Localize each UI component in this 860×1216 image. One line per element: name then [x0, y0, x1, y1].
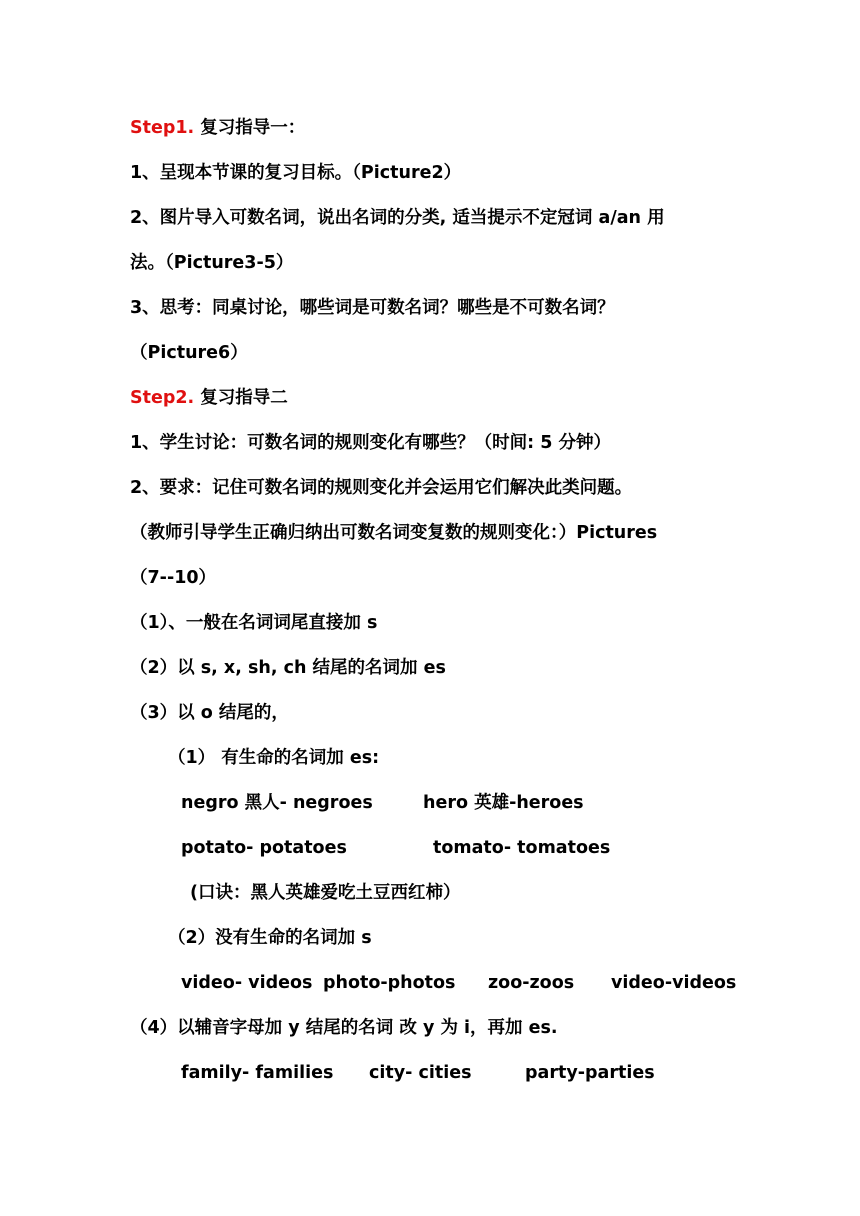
- step1-label: Step1.: [130, 118, 195, 138]
- example-tomato: tomato- tomatoes: [433, 838, 611, 858]
- step2-label: Step2.: [130, 388, 195, 408]
- step1-item-2: 2、图片导入可数名词，说出名词的分类, 适当提示不定冠词 a/an 用: [130, 208, 665, 228]
- step2-heading: [130, 386, 288, 410]
- sub1-examples-row-1: [181, 791, 781, 815]
- example-city: city- cities: [369, 1063, 472, 1083]
- step1-item-1: 1、呈现本节课的复习目标。（Picture2）: [130, 163, 462, 183]
- rule-1: （1）、一般在名词词尾直接加 s: [130, 613, 378, 633]
- mnemonic: (口诀：黑人英雄爱吃土豆西红柿）: [190, 883, 461, 903]
- example-negro: negro 黑人- negroes: [181, 793, 373, 813]
- example-party: party-parties: [525, 1063, 655, 1083]
- rule4-examples-row: [181, 1061, 781, 1085]
- example-zoo: zoo-zoos: [488, 973, 575, 993]
- step1-title: 复习指导一：: [194, 118, 306, 138]
- step2-title: 复习指导二: [194, 388, 288, 408]
- sub1-examples-row-2: [181, 836, 781, 860]
- step2-teacher-note-cont: （7--10）: [130, 568, 217, 588]
- example-photo: photo-photos: [323, 973, 456, 993]
- step1-item-3: 3、思考：同桌讨论，哪些词是可数名词？哪些是不可数名词？: [130, 298, 615, 318]
- example-video-1: video- videos: [181, 973, 313, 993]
- rule-3-sub-1-heading: （1） 有生命的名词加 es:: [168, 748, 380, 768]
- rule-3-sub-2-heading: （2）没有生命的名词加 s: [168, 928, 372, 948]
- step2-item-1: 1、学生讨论：可数名词的规则变化有哪些？（时间: 5 分钟）: [130, 433, 612, 453]
- rule-3: （3）以 o 结尾的，: [130, 703, 289, 723]
- rule-4: （4）以辅音字母加 y 结尾的名词 改 y 为 i，再加 es.: [130, 1018, 558, 1038]
- sub2-examples-row: [181, 971, 781, 995]
- step1-item-3-cont: （Picture6）: [130, 343, 248, 363]
- step1-item-2-cont: 法。（Picture3-5）: [130, 253, 294, 273]
- example-hero: hero 英雄-heroes: [423, 793, 584, 813]
- example-potato: potato- potatoes: [181, 838, 347, 858]
- rule-2: （2）以 s, x, sh, ch 结尾的名词加 es: [130, 658, 446, 678]
- example-family: family- families: [181, 1063, 334, 1083]
- step1-heading: [130, 116, 305, 140]
- example-video-2: video-videos: [611, 973, 737, 993]
- step2-teacher-note: （教师引导学生正确归纳出可数名词变复数的规则变化：）Pictures: [130, 523, 658, 543]
- step2-item-2: 2、要求：记住可数名词的规则变化并会运用它们解决此类问题。: [130, 478, 633, 498]
